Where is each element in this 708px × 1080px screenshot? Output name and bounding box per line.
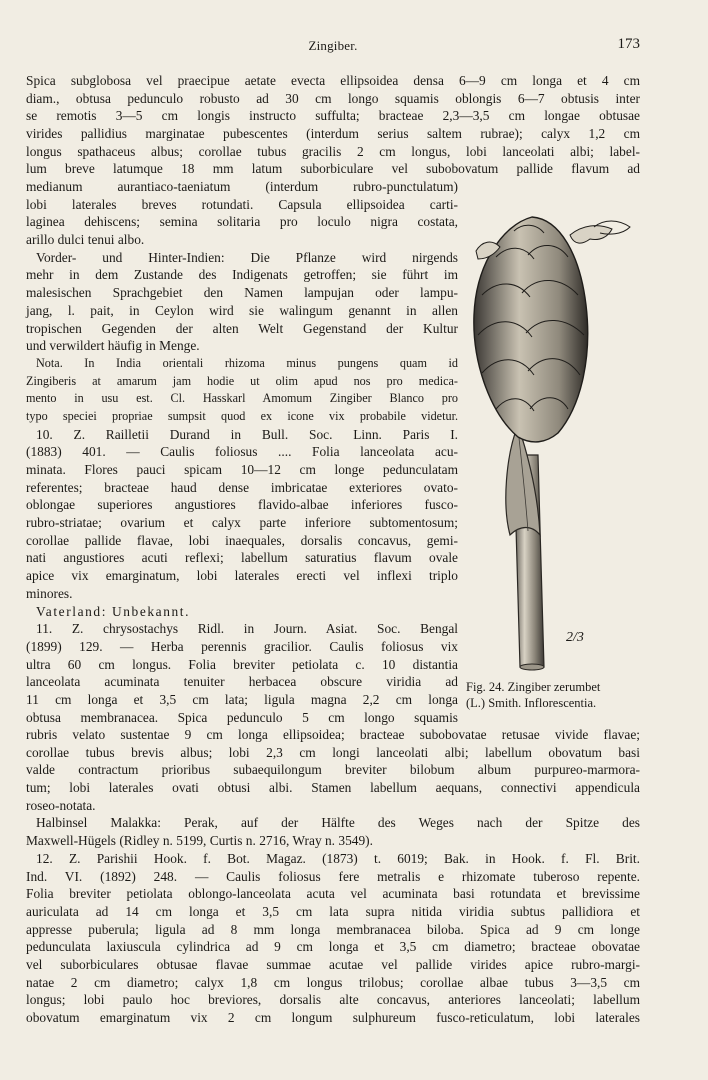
- text-line: mento in usu est. Cl. Hasskarl Amomum Zingiber Blanco pro: [26, 391, 458, 406]
- text-line: obovatum emarginatum vix 2 cm longum sulphureum fusco-reticulatum, lobi laterales: [26, 1010, 640, 1025]
- text-line: und verwildert häufig in Menge.: [26, 338, 200, 354]
- text-line: (1883) 401. — Caulis foliosus .... Folia lanceolata acu-: [26, 444, 458, 460]
- species-heading: 11. Z. chrysostachys Ridl. in Journ. Asiat. Soc. Bengal: [36, 621, 458, 637]
- text-line: lobi laterales breves rotundati. Capsula ellipsoidea carti-: [26, 196, 458, 212]
- text-line: virides pallidius marginatae pubescentes (interdum serius saltem rubrae); calyx 1,2 cm: [26, 126, 640, 142]
- text-line: pedunculata laxiuscula cylindrica ad 9 cm longa et 3,5 cm diametro; bracteae obovatae: [26, 939, 640, 955]
- species-heading: 12. Z. Parishii Hook. f. Bot. Magaz. (1873) t. 6019; Bak. in Hook. f. Fl. Brit.: [36, 850, 640, 866]
- text-line: Ind. VI. (1892) 248. — Caulis foliosus fere metralis e rhizomate tuberoso repente.: [26, 868, 640, 884]
- text-line: rubris velato sustentae 9 cm longa ellipsoidea; bracteae subobovatae retusae vivide flavae;: [26, 727, 640, 742]
- text-line: longus spathaceus albus; corollae tubus gracilis 2 cm longus, lobi lanceolati albi; label-: [26, 143, 640, 159]
- text-line: tropischen Gegenden der alten Welt Gegenstand der Kultur: [26, 320, 458, 336]
- caption-line: Fig. 24. Zingiber zerumbet: [466, 680, 601, 694]
- text-line: lum breve latumque 18 mm latum suborbiculare vel subobovatum pallide flavum ad: [26, 161, 640, 177]
- text-line: typo speciei propriae sumpsit quod ex icone vix probabile videtur.: [26, 408, 458, 423]
- text-line: Zingiberis at amarum jam hodie ut olim apud nos pro medica-: [26, 373, 458, 388]
- text-line: appresse puberula; ligula ad 8 mm longa membranacea biloba. Spica ad 9 cm longe: [26, 921, 640, 937]
- text-line: obtusa membranacea. Spica pedunculo 5 cm longo squamis: [26, 709, 458, 725]
- text-line: mehr in dem Zustande des Indigenats getroffen; sie führt im: [26, 267, 458, 283]
- text-line: malesischen Sprachgebiet den Namen lampujan oder lampu-: [26, 285, 458, 301]
- text-line: longus; lobi paulo hoc breviores, dorsalis alte concavus, anteriores lanceolati; labellum: [26, 992, 640, 1008]
- text-line: minata. Flores pauci spicam 10—12 cm longe pedunculatam: [26, 462, 458, 477]
- text-line: Maxwell-Hügels (Ridley n. 5199, Curtis n. 2716, Wray n. 3549).: [26, 833, 373, 849]
- caption-line: (L.) Smith. Inflorescentia.: [466, 696, 597, 710]
- figure-caption: [466, 679, 642, 711]
- text-line: Nota. In India orientali rhizoma minus pungens quam id: [36, 355, 458, 370]
- text-line: Halbinsel Malakka: Perak, auf der Hälfte des Weges nach der Spitze des: [36, 815, 640, 831]
- text-line: referentes; bracteae haud dense imbricatae exteriores ovato-: [26, 479, 458, 495]
- text-line: lanceolata acuminata tenuiter herbacea obscure viridia ad: [26, 674, 458, 690]
- text-block-narrow: [26, 178, 458, 726]
- text-line: apice vix emarginatum, lobi laterales erecti vel inflexi triplo: [26, 568, 458, 584]
- text-block-top: [26, 72, 640, 178]
- page-header: [26, 38, 640, 56]
- text-line: diam., obtusa pedunculo robusto ad 30 cm longo squamis oblongis 6—7 obtusis inter: [26, 90, 640, 106]
- text-line: Vaterland: Unbekannt.: [36, 603, 191, 619]
- species-heading: 10. Z. Railletii Durand in Bull. Soc. Linn. Paris I.: [36, 426, 458, 442]
- text-line: ultra 60 cm longus. Folia breviter petiolata c. 10 distantia: [26, 656, 458, 672]
- text-line: roseo-notata.: [26, 797, 96, 813]
- text-line: medianum aurantiaco-taeniatum (interdum rubro-punctulatum): [26, 179, 458, 194]
- text-line: Folia breviter petiolata oblongo-lanceolata acuta vel acuminata basi rotundata et brevissime: [26, 886, 640, 902]
- text-line: minores.: [26, 585, 73, 601]
- text-line: corollae pallide flavae, lobi inaequales, dorsalis concavus, gemi-: [26, 532, 458, 548]
- text-line: 11 cm longa et 3,5 cm lata; ligula magna 2,2 cm longa: [26, 691, 458, 707]
- text-line: rubro-striatae; ovarium et calyx parte inferiore subtomentosum;: [26, 515, 458, 531]
- text-block-bottom: [26, 726, 640, 1027]
- text-line: oblongae superiores angustiores flavido-albae inferiores fusco-: [26, 497, 458, 513]
- text-line: vel suborbiculares obtusae flavae summae acutae vel pallide virides apice rubro-margi-: [26, 956, 640, 972]
- text-line: Spica subglobosa vel praecipue aetate evecta ellipsoidea densa 6—9 cm longa et 4 cm: [26, 73, 640, 88]
- running-title: Zingiber.: [308, 38, 358, 53]
- page-number: 173: [617, 36, 640, 52]
- text-line: valde contractum prioribus subaequilongum breviter bilobum album purpureo-marmora-: [26, 762, 640, 778]
- inflorescence-drawing: [462, 205, 642, 685]
- text-line: arillo dulci tenui albo.: [26, 232, 145, 248]
- text-line: jang, l. pait, in Ceylon wird sie walingum genannt in allen: [26, 302, 458, 318]
- text-line: corollae tubus brevis albus; lobi 2,3 cm longi lanceolati albi; labellum obovatum basi: [26, 744, 640, 760]
- text-line: se remotis 3—5 cm longis instructo suffulta; bracteae 2,3—3,5 cm longae obtusae: [26, 108, 640, 124]
- text-line: laginea dehiscens; semina solitaria pro loculo nigra costata,: [26, 214, 458, 230]
- text-line: nati angustiores acuti reflexi; labellum saturatius flavum ovale: [26, 550, 458, 566]
- text-line: (1899) 129. — Herba perennis gracilior. Caulis foliosus vix: [26, 638, 458, 654]
- text-line: auriculata ad 14 cm longa et 3,5 cm lata supra nitida viridia subtus pallidiora et: [26, 903, 640, 919]
- text-line: natae 2 cm diametro; calyx 1,8 cm longus trilobus; corollae albae tubus 3—3,5 cm: [26, 974, 640, 990]
- scale-label: 2/3: [566, 630, 584, 645]
- text-line: Vorder- und Hinter-Indien: Die Pflanze wird nirgends: [36, 249, 458, 265]
- figure-illustration: [462, 205, 642, 705]
- text-line: tum; lobi laterales ovati obtusi albi. Stamen labellum aequans, connectivi appendicula: [26, 780, 640, 796]
